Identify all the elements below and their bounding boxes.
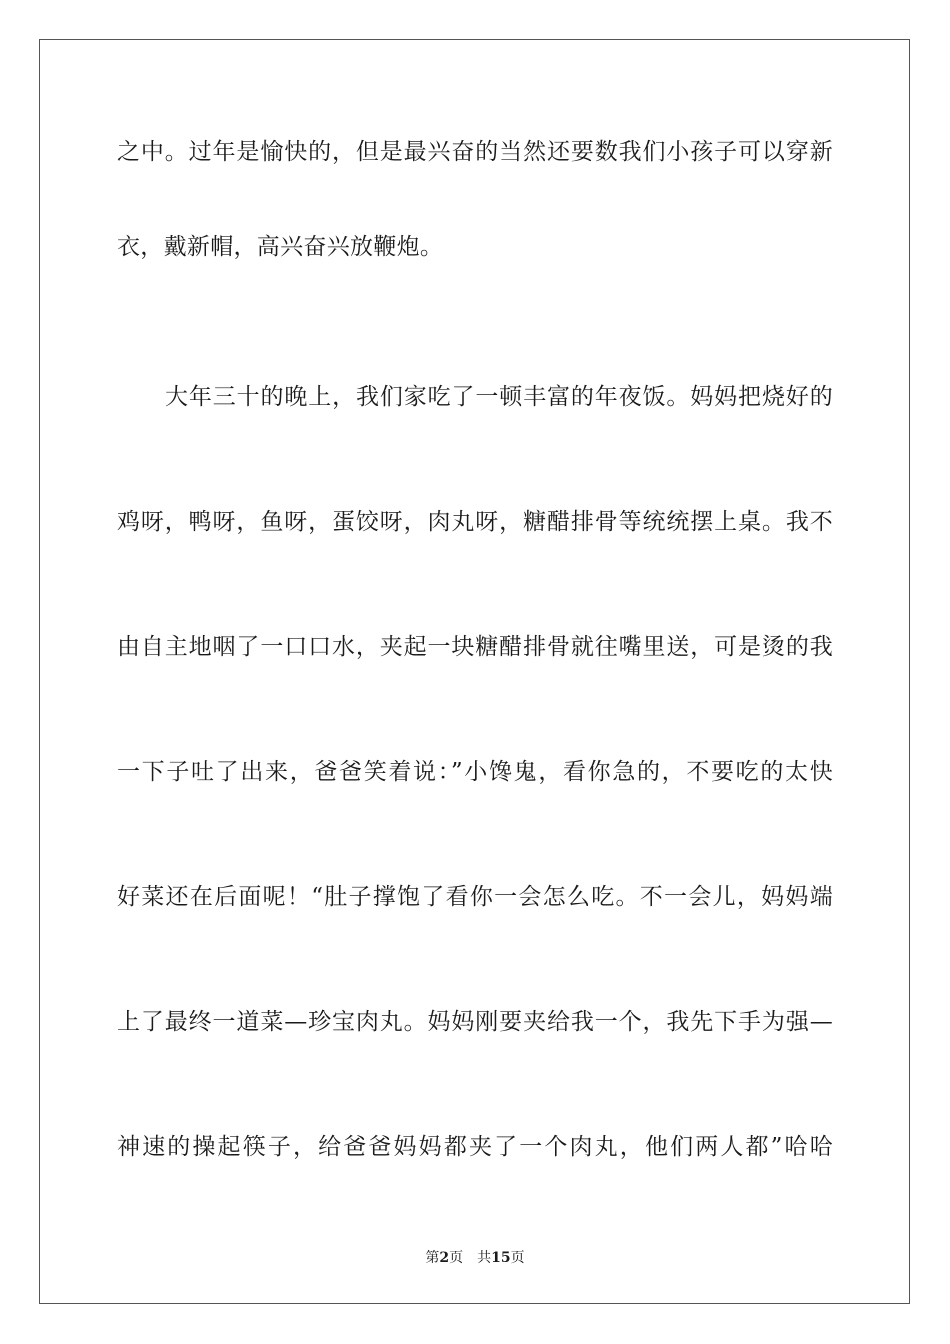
text-line: 好菜还在后面呢！“肚子撑饱了看你一会怎么吃。不一会儿，妈妈端 [117,884,833,910]
text-line: 衣，戴新帽，高兴奋兴放鞭炮。 [117,234,444,260]
page-border [39,39,910,1304]
text-line: 之中。过年是愉快的，但是最兴奋的当然还要数我们小孩子可以穿新 [117,139,833,165]
page-footer [0,1249,950,1267]
page-number: 2 [439,1250,450,1266]
text-line: 神速的操起筷子，给爸爸妈妈都夹了一个肉丸，他们两人都”哈哈 [117,1134,833,1160]
text-line: 一下子吐了出来，爸爸笑着说：”小馋鬼，看你急的，不要吃的太快 [117,759,833,785]
total-prefix: 共 [477,1250,492,1266]
paragraph-first-line: 大年三十的晚上，我们家吃了一顿丰富的年夜饭。妈妈把烧好的 [165,384,833,410]
page-suffix: 页 [449,1250,464,1266]
total-suffix: 页 [510,1250,525,1266]
text-line: 鸡呀，鸭呀，鱼呀，蛋饺呀，肉丸呀，糖醋排骨等统统摆上桌。我不 [117,509,833,535]
page-prefix: 第 [425,1250,440,1266]
text-line: 由自主地咽了一口口水，夹起一块糖醋排骨就往嘴里送，可是烫的我 [117,634,833,660]
text-line: 上了最终一道菜—珍宝肉丸。妈妈刚要夹给我一个，我先下手为强— [117,1009,833,1035]
total-pages: 15 [491,1250,511,1266]
